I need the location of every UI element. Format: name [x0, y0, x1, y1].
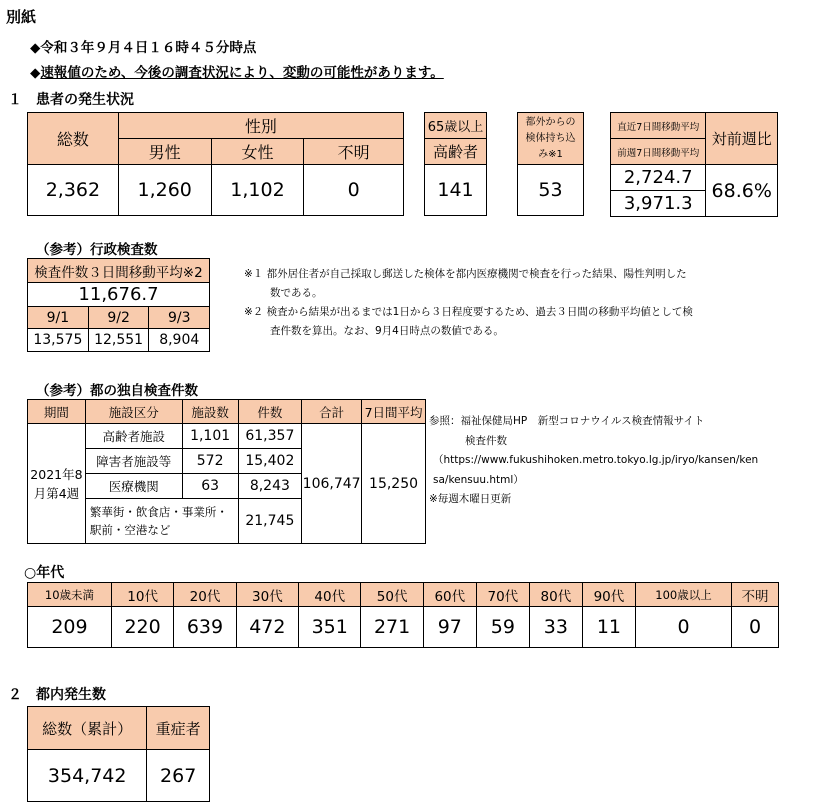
- gender-label: 性別: [118, 113, 403, 139]
- col-period: 期間: [28, 400, 86, 424]
- count-cell: 15,402: [238, 449, 302, 474]
- total-label: 総数: [28, 113, 119, 165]
- outside-label-2: 検体持ち込: [525, 132, 576, 144]
- admin-tests-heading: （参考）行政検査数: [36, 242, 158, 258]
- footnote-1-line1: ※１ 都外居住者が自己採取し郵送した検体を都内医療機関で検査を行った結果、陽性判明した: [244, 268, 687, 280]
- age-value-cell: 639: [174, 607, 236, 648]
- age-value-cell: 220: [111, 607, 173, 648]
- reference-note: [429, 412, 758, 510]
- preliminary-note: [30, 61, 444, 81]
- col-facilities: 施設数: [182, 400, 238, 424]
- admin-date-cell: 9/3: [149, 307, 210, 329]
- footnotes: [244, 265, 693, 341]
- preliminary-note-text: 速報値のため、今後の調査状況により、変動の可能性があります。: [40, 65, 444, 81]
- facility-cell: 医療機関: [85, 474, 182, 499]
- age-heading: ○年代: [24, 565, 65, 581]
- severe-value: 267: [147, 750, 210, 802]
- elderly-value: 141: [425, 165, 487, 216]
- age-value-cell: 11: [582, 607, 635, 648]
- period-line1: 2021年8: [30, 466, 83, 482]
- col-facility: 施設区分: [85, 400, 182, 424]
- outside-table: [517, 112, 584, 216]
- avg-cell: 15,250: [362, 424, 426, 544]
- age-label-cell: 80代: [529, 583, 582, 607]
- age-label-cell: 20代: [174, 583, 236, 607]
- age-label-cell: 90代: [582, 583, 635, 607]
- admin-tests-table: [27, 258, 210, 352]
- prev-avg-value: 3,971.3: [611, 191, 706, 217]
- reference-url-line2: sa/kensuu.html）: [433, 473, 524, 486]
- total-cell: 106,747: [302, 424, 362, 544]
- count-cell: 8,243: [238, 474, 302, 499]
- admin-tests-header: 検査件数３日間移動平均※2: [28, 259, 210, 283]
- age-label-cell: 40代: [299, 583, 361, 607]
- section2-heading: ２ 都内発生数: [8, 687, 106, 703]
- elderly-label-1: 65歳以上: [425, 113, 487, 139]
- footnote-2-line2: 査件数を算出。なお、9月4日時点の数値である。: [270, 325, 504, 337]
- admin-value-cell: 12,551: [88, 329, 149, 352]
- reference-line1: 参照：福祉保健局HP 新型コロナウイルス検査情報サイト: [429, 415, 705, 427]
- outside-label-3: み※1: [538, 148, 563, 160]
- male-value: 1,260: [118, 165, 211, 216]
- cumulative-total-value: 354,742: [28, 750, 147, 802]
- age-value-cell: 209: [28, 607, 112, 648]
- col-total: 合計: [302, 400, 362, 424]
- reference-line2: 検査件数: [465, 434, 507, 447]
- admin-date-cell: 9/2: [88, 307, 149, 329]
- age-label-cell: 10代: [111, 583, 173, 607]
- outside-value: 53: [518, 165, 584, 216]
- severe-label: 重症者: [147, 707, 210, 750]
- col-avg: 7日間平均: [362, 400, 426, 424]
- unknown-label: 不明: [304, 139, 404, 165]
- current-avg-value: 2,724.7: [611, 165, 706, 191]
- age-value-cell: 59: [476, 607, 529, 648]
- ratio-value: 68.6%: [706, 165, 778, 217]
- unknown-value: 0: [304, 165, 404, 216]
- other-facility-cell: [85, 499, 238, 544]
- facility-cell: 障害者施設等: [85, 449, 182, 474]
- metro-tests-table: [27, 399, 426, 544]
- period-cell: [28, 424, 86, 544]
- footnote-1-line2: 数である。: [270, 287, 323, 299]
- metro-tests-heading: （参考）都の独自検査件数: [36, 383, 198, 399]
- age-label-cell: 30代: [236, 583, 298, 607]
- admin-date-cell: 9/1: [28, 307, 89, 329]
- current-avg-label: 直近7日間移動平均: [611, 113, 706, 139]
- timestamp-note: ◆令和３年９月４日１６時４５分時点: [30, 40, 257, 56]
- count-cell: 21,745: [238, 499, 302, 544]
- admin-value-cell: 13,575: [28, 329, 89, 352]
- other-facility-line2: 駅前・空港など: [89, 523, 171, 537]
- age-value-cell: 33: [529, 607, 582, 648]
- prev-avg-label: 前週7日間移動平均: [611, 139, 706, 165]
- age-label-cell: 60代: [423, 583, 476, 607]
- other-facility-line1: 繁華街・飲食店・事業所・: [89, 505, 228, 519]
- age-table: [27, 582, 779, 648]
- age-label-cell: 50代: [361, 583, 423, 607]
- facilities-cell: 1,101: [182, 424, 238, 449]
- col-count: 件数: [238, 400, 302, 424]
- admin-tests-average: 11,676.7: [28, 283, 210, 307]
- age-value-cell: 97: [423, 607, 476, 648]
- elderly-label-2: 高齢者: [425, 139, 487, 165]
- outside-label: [518, 113, 584, 165]
- age-label-cell: 10歳未満: [28, 583, 112, 607]
- facilities-cell: 63: [182, 474, 238, 499]
- count-cell: 61,357: [238, 424, 302, 449]
- footnote-2-line1: ※２ 検査から結果が出るまでは1日から３日程度要するため、過去３日間の移動平均値として検: [244, 306, 693, 318]
- admin-value-cell: 8,904: [149, 329, 210, 352]
- age-label-cell: 不明: [732, 583, 779, 607]
- age-value-cell: 0: [635, 607, 731, 648]
- male-label: 男性: [118, 139, 211, 165]
- female-label: 女性: [211, 139, 304, 165]
- cumulative-table: [27, 706, 210, 802]
- weekly-table: [610, 112, 778, 217]
- age-value-cell: 351: [299, 607, 361, 648]
- cumulative-total-label: 総数（累計）: [28, 707, 147, 750]
- reference-url-line1: （https://www.fukushihoken.metro.tokyo.lg.jp/iryo/kansen/ken: [433, 454, 759, 466]
- page-title: 別紙: [6, 8, 37, 26]
- age-label-cell: 100歳以上: [635, 583, 731, 607]
- facilities-cell: 572: [182, 449, 238, 474]
- age-value-cell: 271: [361, 607, 423, 648]
- reference-update-note: ※毎週木曜日更新: [429, 493, 512, 505]
- diamond-icon: ◆: [30, 65, 41, 81]
- female-value: 1,102: [211, 165, 304, 216]
- elderly-table: [424, 112, 487, 216]
- outside-label-1: 都外からの: [525, 116, 576, 128]
- ratio-label: 対前週比: [706, 113, 778, 165]
- total-value: 2,362: [28, 165, 119, 216]
- patient-table: [27, 112, 404, 216]
- facility-cell: 高齢者施設: [85, 424, 182, 449]
- age-label-cell: 70代: [476, 583, 529, 607]
- age-value-cell: 0: [732, 607, 779, 648]
- period-line2: 月第4週: [33, 485, 80, 501]
- age-value-cell: 472: [236, 607, 298, 648]
- section1-heading: １ 患者の発生状況: [8, 92, 134, 108]
